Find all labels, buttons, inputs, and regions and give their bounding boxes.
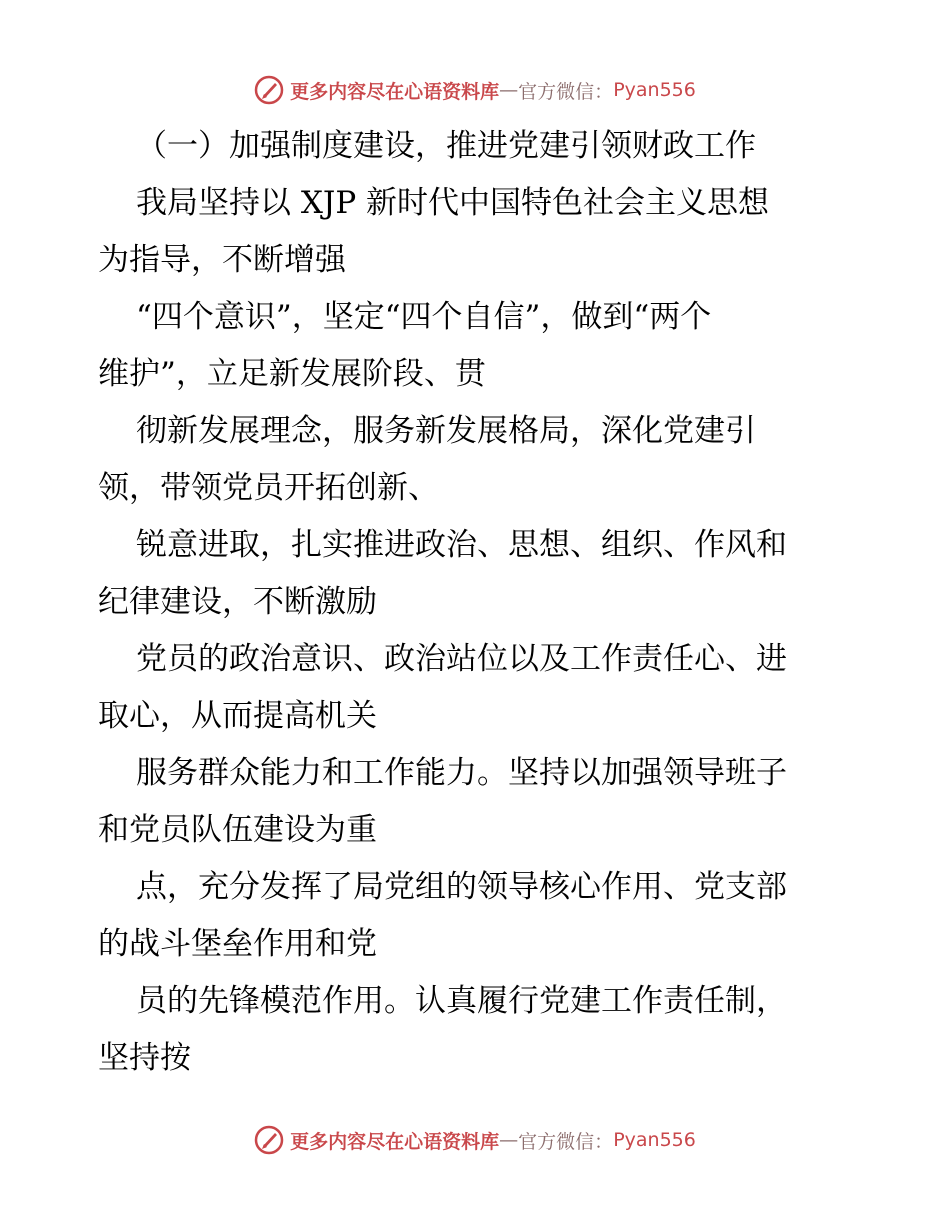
brand-logo-icon [254, 75, 284, 105]
banner-brand-text: 更多内容尽在心语资料库 [290, 1130, 500, 1153]
paragraph-line: 我局坚持以 XJP 新时代中国特色社会主义思想 [136, 185, 770, 221]
document-body [98, 118, 858, 1087]
header-watermark-banner [0, 70, 950, 110]
banner-brand-text: 更多内容尽在心语资料库 [290, 80, 500, 103]
paragraph-line: “四个意识”，坚定“四个自信”，做到“两个 [136, 299, 712, 335]
paragraph-line: 和党员队伍建设为重 [98, 812, 377, 848]
paragraph-line: 锐意进取，扎实推进政治、思想、组织、作风和 [136, 527, 787, 563]
paragraph-line: 服务群众能力和工作能力。坚持以加强领导班子 [136, 755, 787, 791]
paragraph-line: 点，充分发挥了局党组的领导核心作用、党支部 [136, 869, 787, 905]
paragraph-line: 维护”，立足新发展阶段、贯 [98, 356, 486, 392]
paragraph-line: 彻新发展理念，服务新发展格局，深化党建引 [136, 413, 756, 449]
banner-contact-handle: Pyan556 [613, 1129, 696, 1151]
section-heading: （一）加强制度建设，推进党建引领财政工作 [136, 128, 756, 164]
banner-contact-label: 官方微信： [518, 80, 614, 103]
paragraph-line: 员的先锋模范作用。认真履行党建工作责任制， [136, 983, 787, 1019]
footer-watermark-banner [0, 1120, 950, 1160]
paragraph-line: 纪律建设，不断激励 [98, 584, 377, 620]
brand-logo-icon [254, 1125, 284, 1155]
paragraph-line: 党员的政治意识、政治站位以及工作责任心、进 [136, 641, 787, 677]
paragraph-line: 的战斗堡垒作用和党 [98, 926, 377, 962]
paragraph-line: 为指导，不断增强 [98, 242, 346, 278]
banner-separator: — [499, 79, 519, 101]
paragraph-line: 坚持按 [98, 1040, 191, 1076]
banner-separator: — [499, 1129, 519, 1151]
paragraph-line: 取心，从而提高机关 [98, 698, 377, 734]
banner-contact-handle: Pyan556 [613, 79, 696, 101]
banner-contact-label: 官方微信： [518, 1130, 614, 1153]
paragraph-line: 领，带领党员开拓创新、 [98, 470, 439, 506]
